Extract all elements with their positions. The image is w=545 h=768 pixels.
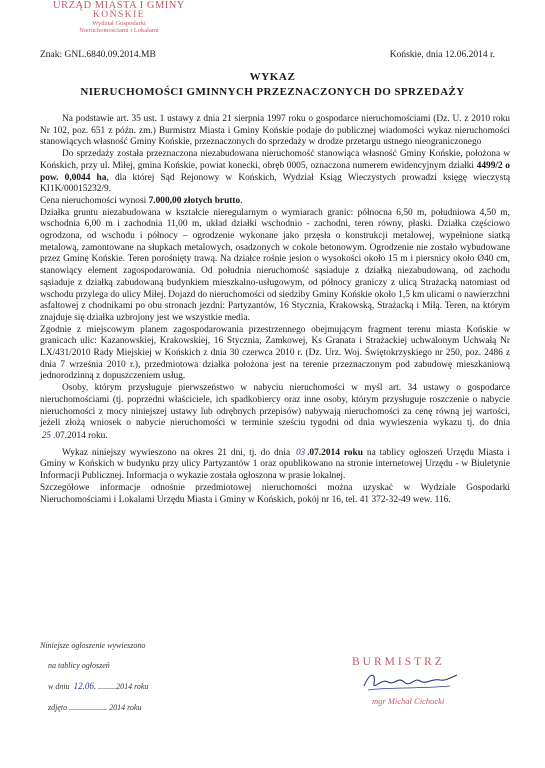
signature-scrawl <box>360 668 460 694</box>
stamp-line-3: Wydział Gospodarki <box>92 19 146 27</box>
posting-end-date: .07.2014 roku <box>307 447 363 458</box>
note-date-removed <box>40 703 148 712</box>
paragraph-property <box>40 149 510 196</box>
paragraph-legal-basis: Na podstawie art. 35 ust. 1 ustawy z dnia 21 sierpnia 1997 roku o gospodarce nieruchomościami (Dz. U. z 2010 roku Nr 102, poz. 651 z późn. zm.) Burmistrz Miasta i Gminy Końskie podaje do publicznej wiadomości wykaz nieruchomości stanowiących własność Gminy Końskie, przeznaczonych do sprzedaży w drodze przetargu ustnego nieograniczonego <box>40 114 510 148</box>
handwritten-date: 12.06. <box>73 681 97 692</box>
handwritten-day: 25 <box>42 429 51 440</box>
signatory-name: mgr Michał Cichocki <box>372 696 445 706</box>
document-subtitle: NIERUCHOMOŚCI GMINNYCH PRZEZNACZONYCH DO SPRZEDAŻY <box>80 86 465 98</box>
price: 7.000,00 złotych brutto <box>148 195 241 206</box>
mayor-stamp: BURMISTRZ <box>352 656 445 668</box>
text: Osoby, którym przysługuje pierwszeństwo w nabyciu nieruchomości w myśl art. 34 ustawy o gospodarce nieruchomościami (tj. poprzedni właściciele, ich spadkobiercy oraz inne osoby, którym przysługuje roszczenie o nabycie nieruchomości z mocy niniejszej ustawy lub odrębnych przepisów) nabywają nieruchomości za cenę równą jej wartości, jeżeli złożą wniosek o nabycie nieruchomości w terminie sześciu tygodni od dnia wywieszenia wykazu tj. do dnia <box>40 383 510 429</box>
plot-number: 4499/2 o pow. 0,0044 ha <box>40 160 510 183</box>
note-line: na tablicy ogłoszeń <box>48 661 110 671</box>
stamp-line-4: Nieruchomościami i Lokalami <box>79 26 159 34</box>
label: zdjęto <box>48 702 68 712</box>
text: Do sprzedaży została przeznaczona niezabudowana nieruchomość stanowiąca własność Gminy Końskie, położona w Końskich, przy ul. Miłej, gmina Końskie, powiat konecki, obręb 0005, oznaczona numerem ewidencyjnym działki <box>40 149 510 171</box>
stamp-line-2: KOŃSKIE <box>92 10 146 21</box>
text: , dla której Sąd Rejonowy w Końskich, Wydział Ksiąg Wieczystych prowadzi księgę wieczystą KI1K/00015232/9. <box>40 172 510 195</box>
paragraph-posting <box>40 447 510 483</box>
label: 2014 roku <box>109 702 142 712</box>
reference-number: Znak: GNL.6840.09.2014.MB <box>40 50 156 60</box>
place-date: Końskie, dnia 12.06.2014 r. <box>389 50 495 60</box>
paragraph-description: Działka gruntu niezabudowana w kształcie nieregularnym o wymiarach granic: północna 6,50 m, południowa 4,50 m, wschodnia 6,00 m i zachodnia 11,00 m, układ działki wschodnio - zachodni, teren równy, płaski. Działka częściowo ogrodzona, od wschodu i północy – ogrodzenie wykonane jako przęsła o konstrukcji metalowej, wypełnione siatką metalową, zamontowane na słupkach metalowych, osadzonych w cokole betonowym. Ogrodzenie nie zostało wybudowane przez Gminę Końskie. Teren porośnięty trawą. Na działce rośnie jesion o wysokości około 15 m i piersnicy około Ø40 cm, stanowiący element zagospodarowania. Od południa nieruchomość sąsiaduje z działką niezabudowaną, od zachodu sąsiaduje z działką zabudowaną budynkiem mieszkalno-usługowym, od północy graniczy z ulicą Strażacką natomiast od wschodu przylega do ulicy Miłej. Dojazd do nieruchomości od siedziby Gminy Końskie około 1,5 km ulicami o nawierzchni asfaltowej z chodnikami po obu stronach jezdni: Partyzantów, 16 Stycznia, Krakowską, Strażacką i Miłą. Teren, na którym znajduje się działka uzbrojony jest we wszystkie media. <box>40 207 510 323</box>
label: .........2014 roku <box>98 682 149 692</box>
office-stamp <box>44 0 194 35</box>
text: .07.2014 roku. <box>53 430 108 441</box>
label: w dniu <box>48 682 70 692</box>
document-title: WYKAZ <box>249 71 296 83</box>
note-line: Niniejsze ogłoszenie wywieszono <box>40 641 146 650</box>
stamp-line-1: URZĄD MIASTA I GMINY <box>53 0 185 11</box>
handwritten-day: 03 <box>296 446 306 457</box>
paragraph-price <box>40 196 510 208</box>
note-date-posted <box>40 681 148 691</box>
text: . <box>240 195 243 206</box>
blank-field: ................... <box>69 702 108 712</box>
posting-notes <box>40 641 148 723</box>
paragraph-contact: Szczegółowe informacje odnośnie przedmiotowej nieruchomości można uzyskać w Wydziale Gospodarki Nieruchomościami i Lokalami Urzędu Miasta i Gminy w Końskich, pokój nr 16, tel. 41 372-32-49 wew. 116. <box>40 482 510 505</box>
text: Wykaz niniejszy wywieszono na okres 21 dni, tj. do dnia <box>62 447 295 458</box>
text: na tablicy ogłoszeń Urzędu Miasta i Gminy w Końskich w budynku przy ulicy Partyzantów 1 oraz opublikowano na stronie internetowej Urzędu - w Biuletynie Informacji Publicznej. Informacja o wykazie została ogłoszona w prasie lokalnej. <box>40 447 510 482</box>
document-body <box>40 114 510 506</box>
paragraph-zoning: Zgodnie z miejscowym planem zagospodarowania przestrzennego obejmującym fragment terenu miasta Końskie w granicach ulic: Kazanowskiej, Krakowskiej, 16 Stycznia, Zamkowej, Ks Granata i Strażackiej uchwalonym Uchwałą Nr LX/431/2010 Rady Miejskiej w Końskich z dnia 30 czerwca 2010 r. (Dz. Urz. Woj. Świętokrzyskiego nr 250, poz. 2486 z dnia 7 września 2010 r.), przedmiotowa działka położona jest na terenie przeznaczonym pod zabudowę mieszkaniową jednorodzinną z dopuszczeniem usług. <box>40 324 510 382</box>
text: Cena nieruchomości wynosi <box>40 195 149 206</box>
paragraph-priority <box>40 383 510 443</box>
